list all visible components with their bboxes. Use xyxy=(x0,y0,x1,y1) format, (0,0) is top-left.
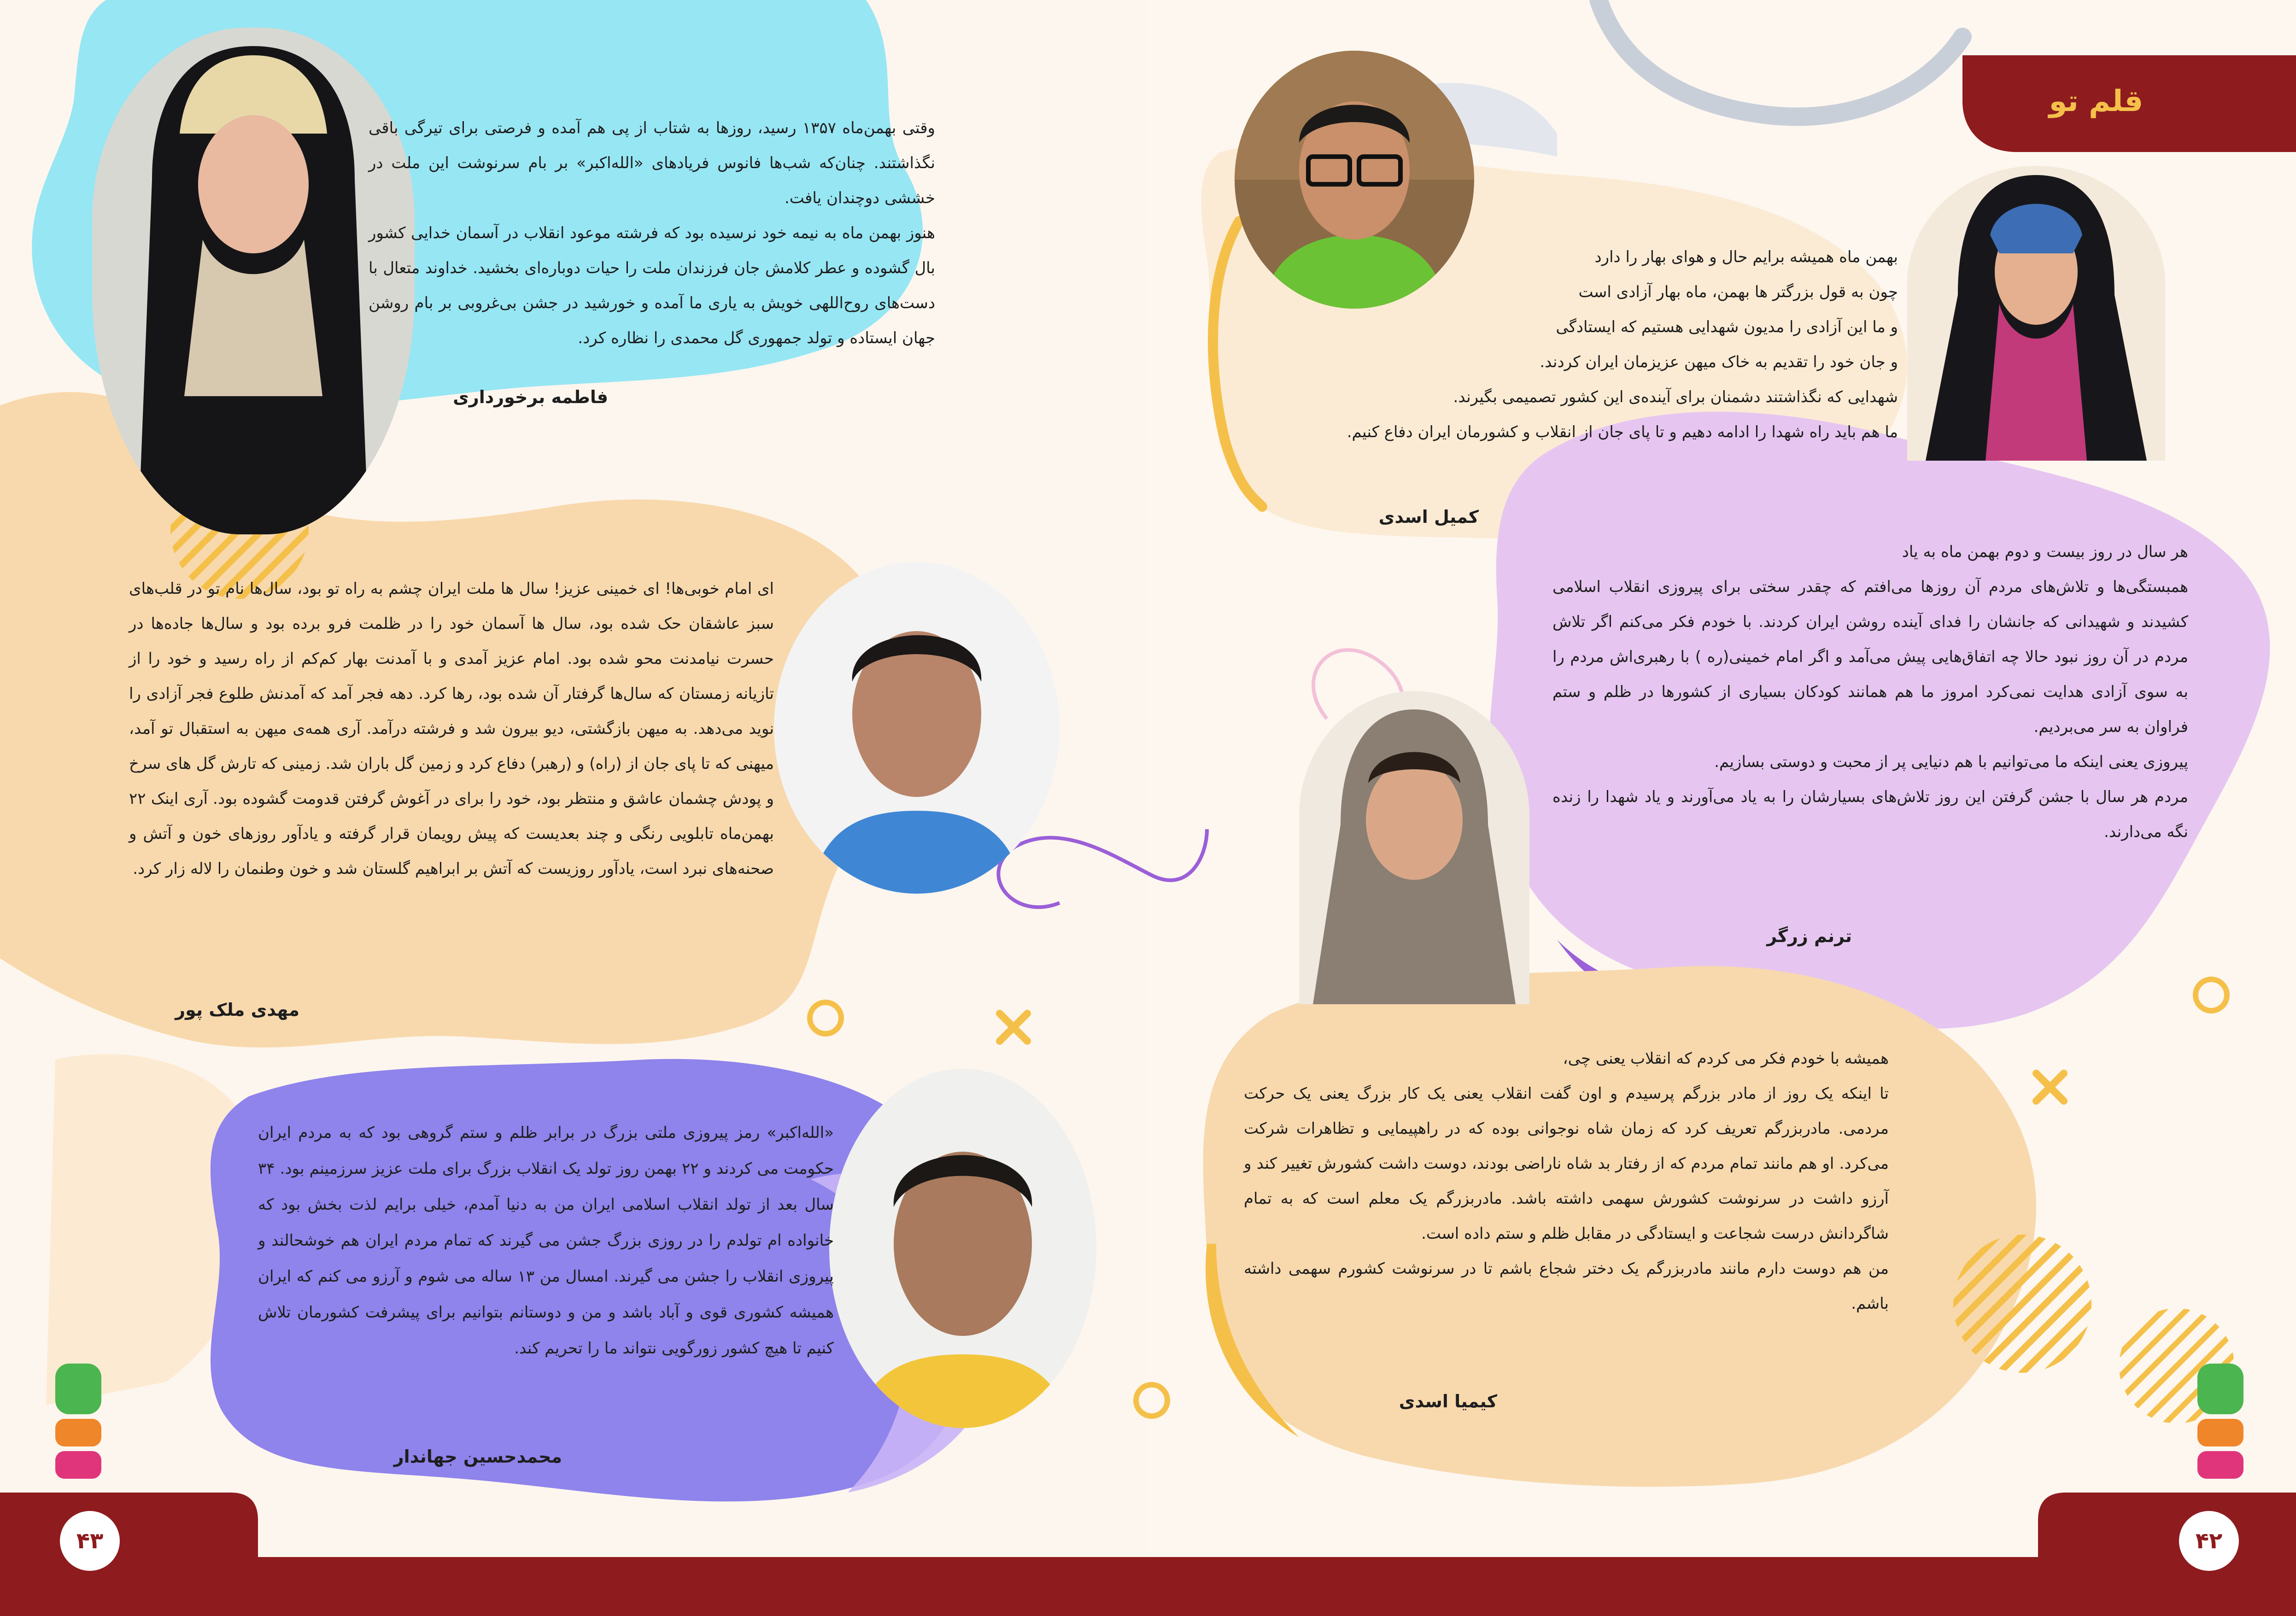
author-name-tarannom: ترنم زرگر xyxy=(1767,926,1852,946)
page-number-right: ۴۲ xyxy=(2179,1511,2239,1571)
cross-icon xyxy=(2032,1069,2068,1106)
article-paragraph: پیروزی یعنی اینکه ما می‌توانیم با هم دنیایی پر از محبت و دوستی بسازیم. xyxy=(1714,753,2188,771)
author-photo-tarannom xyxy=(1299,691,1529,1004)
article-paragraph: چون به قول بزرگتر ها بهمن، ماه بهار آزادی است xyxy=(1578,283,1898,301)
article-paragraph: من هم دوست دارم مانند مادربزرگم یک دختر شجاع باشم تا در سرنوشت کشورم سهمی داشته باشم. xyxy=(1244,1259,1889,1313)
ring-icon xyxy=(1133,1382,1170,1419)
article-paragraph: مردم هر سال با جشن گرفتن این روز تلاش‌های بسیارشان را به یاد می‌آورند و یاد شهدا را زنده نگه می‌دارند. xyxy=(1552,788,2188,841)
article-paragraph: و ما این آزادی را مدیون شهدایی هستیم که ایستادگی xyxy=(1556,318,1898,336)
logo-icon xyxy=(2193,1364,2248,1479)
page-number-left: ۴۳ xyxy=(60,1511,120,1571)
cross-icon xyxy=(995,1009,1032,1046)
author-photo-fatemeh xyxy=(92,28,415,534)
ring-icon xyxy=(2193,977,2230,1013)
author-name-mehdi: مهدی ملک پور xyxy=(175,1000,299,1020)
article-paragraph: شهدایی که نگذاشتند دشمنان برای آینده‌ی این کشور تصمیمی بگیرند. xyxy=(1453,388,1898,406)
article-paragraph: هنوز بهمن ماه به نیمه خود نرسیده بود که فرشته موعود انقلاب در آسمان خدایی کشور بال گشوده و عطر کلامش جان فرزندان ملت را حیات دوباره‌ای بخشید. خداوند متعال با دست‌های روح‌اللهی خویش به یاری ما آمده و خورشید در جشن بی‌غروبی بر بام روشن جهان ایستاده و تولد جمهوری گل محمدی را نظاره کرد. xyxy=(369,224,935,347)
article-paragraph: وقتی بهمن‌ماه ۱۳۵۷ رسید، روزها به شتاب از پی هم آمده و فرصتی برای تیرگی باقی نگذاشتند. چنان‌که شب‌ها فانوس فریادهای «الله‌اکبر» بر بام سرنوشت این ملت در خششی دوچندان یافت. xyxy=(369,119,935,207)
article-mohammad xyxy=(258,1115,834,1366)
article-paragraph: هر سال در روز بیست و دوم بهمن ماه به یاد xyxy=(1902,543,2188,561)
page-title: قلم تو xyxy=(2049,84,2144,118)
author-photo-mehdi xyxy=(774,562,1060,894)
article-kimia xyxy=(1244,1041,1889,1321)
article-fatemeh xyxy=(369,111,935,356)
logo-icon xyxy=(51,1364,106,1479)
article-paragraph: ای امام خوبی‌ها! ای خمینی عزیز! سال ها ملت ایران چشم به راه تو بود، سال‌ها نام تو در قلب‌های سبز عاشقان حک شده بود، سال ها آسمان خود را در ظلمت فرو برده بود و سال‌ها جاده‌ها در حسرت نیامدنت محو شده بود. امام عزیز آمدی و با آمدنت بهار کم‌کم از راه رسید و خود را از تازیانه زمستان که سال‌ها گرفتار آن شده بود، رها کرد. دهه فجر آمد که آمدنش طلوع فجر آزادی را نوید می‌دهد. به میهن بازگشتی، دیو بیرون شد و فرشته درآمد. آری همه‌ی میهن به استقبال تو آمد، میهنی که تا پای جان از (راه) و (رهبر) دفاع کرد و زمین گل باران شد. زمینی که تارش گل های سرخ و پودش چشمان عاشق و منتظر بود، خود را برای در آغوش گرفتن قدومت گشوده بود. آری اینک ۲۲ بهمن‌ماه تابلویی رنگی و چند بعدیست که پیش رویمان قرار گرفته و یادآور روزهای خون و آتش و صحنه‌های نبرد است، یادآور روزیست که آتش بر ابراهیم گلستان شد و خون وطنمان را لاله زار کرد. xyxy=(129,580,774,878)
striped-circle-icon xyxy=(1953,1235,2091,1373)
author-name-mohammad: محمدحسین جهاندار xyxy=(393,1446,562,1467)
article-tarannom xyxy=(1552,534,2188,849)
author-photo-girl-top xyxy=(1907,166,2165,461)
article-paragraph: همبستگی‌ها و تلاش‌های مردم آن روزها می‌افتم که چقدر سختی برای پیروزی انقلاب اسلامی کشیدند و شهیدانی که جانشان را فدای آینده روشن ایران کردند. با خودم فکر می‌کنم اگر تلاش مردم در آن روز نبود حالا چه اتفاق‌هایی پیش می‌آمد و اگر امام خمینی(ره ) با رهبری‌اش مردم را به سوی آزادی هدایت نمی‌کرد امروز ما هم همانند کودکان بسیاری از کشورها در ظلم و ستم فراوان به سر می‌بردیم. xyxy=(1552,578,2188,736)
ring-icon xyxy=(807,1000,844,1036)
article-paragraph: ما هم باید راه شهدا را ادامه دهیم و تا پای جان از انقلاب و کشورمان ایران دفاع کنیم. xyxy=(1347,423,1898,441)
article-mehdi xyxy=(129,571,774,886)
article-kamil xyxy=(1262,240,1898,450)
article-paragraph: و جان خود را تقدیم به خاک میهن عزیزمان ایران کردند. xyxy=(1540,353,1898,371)
author-name-kimia: کیمیا اسدی xyxy=(1399,1391,1497,1411)
author-photo-mohammad xyxy=(829,1069,1096,1428)
author-name-kamil: کمیل اسدی xyxy=(1378,507,1479,527)
article-paragraph: بهمن ماه همیشه برایم حال و هوای بهار را دارد xyxy=(1594,248,1898,266)
article-paragraph: همیشه با خودم فکر می کردم که انقلاب یعنی چی، xyxy=(1563,1049,1889,1068)
article-paragraph: «الله‌اکبر» رمز پیروزی ملتی بزرگ در برابر ظلم و ستم گروهی بود که به مردم ایران حکومت می کردند و ۲۲ بهمن روز تولد یک انقلاب بزرگ برای ملت عزیز سرزمینم بود. ۳۴ سال بعد از تولد انقلاب اسلامی ایران من به دنیا آمدم، خیلی برایم لذت بخش بود که خانواده ام تولدم را در روزی بزرگ جشن می گیرند که تمام مردم ایران هم خوشحالند و پیروزی انقلاب را جشن می گیرند. امسال من ۱۳ ساله می شوم و آرزو می کنم که ایران همیشه کشوری قوی و آباد باشد و من و دوستانم بتوانیم برای پیشرفت کشورمان تلاش کنیم تا هیچ کشور زورگویی نتواند ما را تحریم کند. xyxy=(258,1124,834,1358)
author-name-fatemeh: فاطمه برخورداری xyxy=(453,387,608,407)
article-paragraph: تا اینکه یک روز از مادر بزرگم پرسیدم و اون گفت انقلاب یعنی یک کار بزرگ یعنی یک حرکت مردمی. مادربزرگم تعریف کرد که زمان شاه نوجوانی بوده که در راهپیمایی و تظاهرات شرکت می‌کرد. او هم مانند تمام مردم که از رفتار بد شاه ناراضی بودند، دوست داشت کشورش تغییر کند و آرزو داشت در سرنوشت کشورش سهمی داشته باشد. مادربزرگم یک معلم است که به تمام شاگردانش درست شجاعت و ایستادگی در مقابل ظلم و ستم داده است. xyxy=(1244,1084,1889,1243)
